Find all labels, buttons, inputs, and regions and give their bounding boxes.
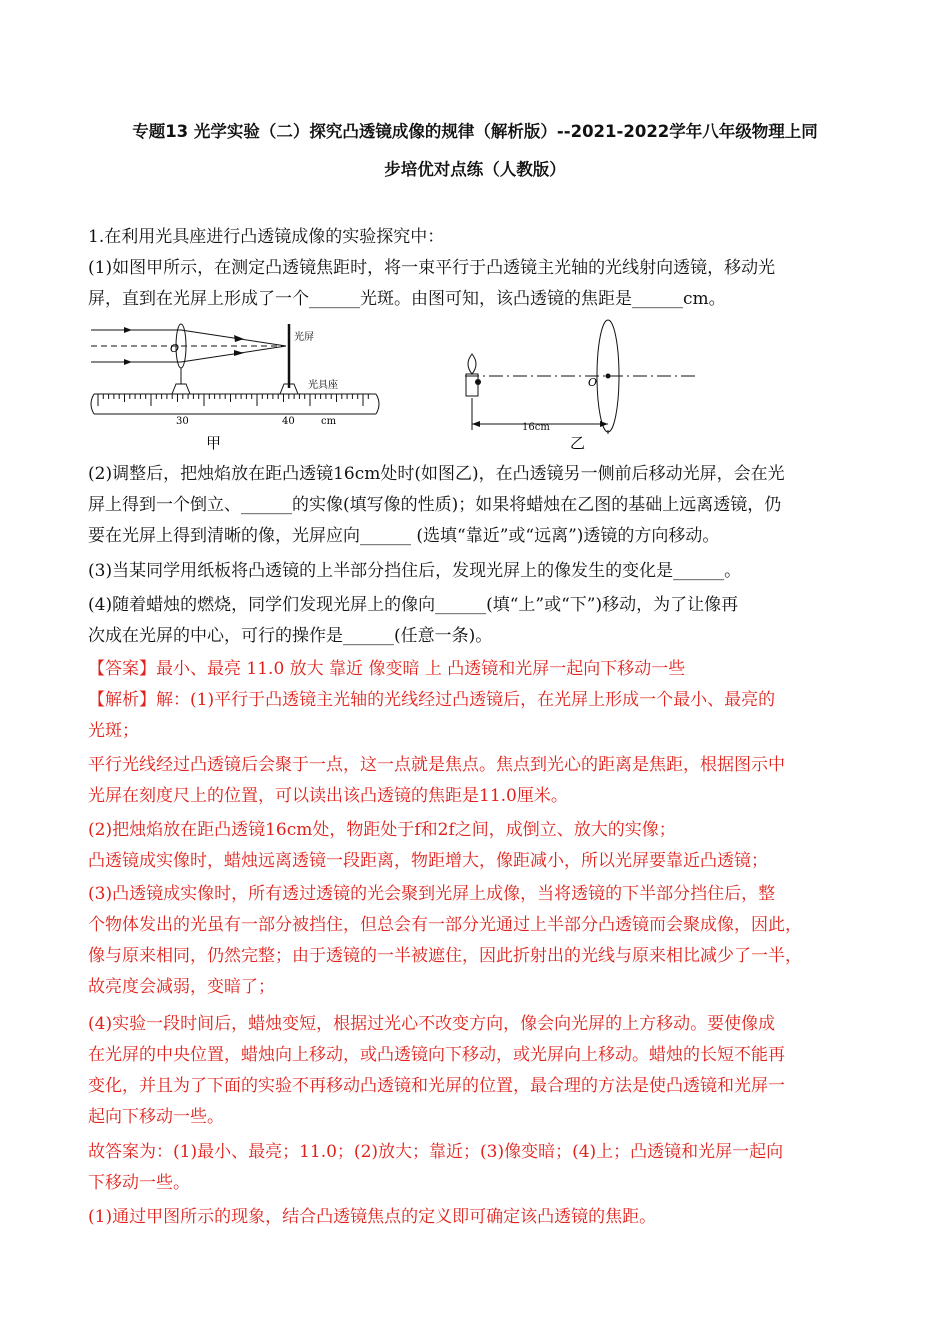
question-line: 次成在光屏的中心，可行的操作是______(任意一条)。: [88, 626, 493, 646]
answer-line: 起向下移动一些。: [88, 1107, 224, 1127]
figure-caption-jia: 甲: [206, 434, 222, 452]
answer-line: 故答案为：(1)最小、最亮；11.0；(2)放大；靠近；(3)像变暗；(4)上；凸透镜和光屏一起向: [88, 1142, 784, 1162]
question-line: (3)当某同学用纸板将凸透镜的上半部分挡住后，发现光屏上的像发生的变化是______。: [88, 561, 742, 581]
answer-line: 【解析】解：(1)平行于凸透镜主光轴的光线经过凸透镜后，在光屏上形成一个最小、最亮的: [88, 690, 776, 710]
answer-line: (4)实验一段时间后，蜡烛变短，根据过光心不改变方向，像会向光屏的上方移动。要使像成: [88, 1014, 776, 1034]
bench-label: 光具座: [308, 380, 338, 391]
answer-line: 【答案】最小、最亮 11.0 放大 靠近 像变暗 上 凸透镜和光屏一起向下移动一些: [88, 659, 686, 679]
answer-line: 光斑；: [88, 721, 139, 741]
question-line: (2)调整后，把烛焰放在距凸透镜16cm处时(如图乙)，在凸透镜另一侧前后移动光屏，会在光: [88, 464, 785, 484]
answer-line: 凸透镜成实像时，蜡烛远离透镜一段距离，物距增大，像距减小，所以光屏要靠近凸透镜；: [88, 851, 768, 871]
lens-center-label: O: [588, 376, 598, 389]
tick-label-40: 40: [282, 416, 295, 427]
question-line: (4)随着蜡烛的燃烧，同学们发现光屏上的像向______(填“上”或“下”)移动，为了让像再: [88, 595, 739, 615]
distance-label: 16cm: [522, 422, 550, 433]
answer-line: 故亮度会减弱，变暗了；: [88, 977, 275, 997]
doc-title-line1: 专题13 光学实验（二）探究凸透镜成像的规律（解析版）--2021-2022学年八年级物理上同: [132, 122, 818, 141]
question-line: 1.在利用光具座进行凸透镜成像的实验探究中：: [88, 227, 445, 247]
answer-final-line: (1)通过甲图所示的现象，结合凸透镜焦点的定义即可确定该凸透镜的焦距。: [88, 1207, 657, 1227]
question-line: (1)如图甲所示，在测定凸透镜焦距时，将一束平行于凸透镜主光轴的光线射向透镜，移动光: [88, 258, 776, 278]
answer-line: 下移动一些。: [88, 1173, 190, 1193]
lens-center-label: O: [170, 342, 180, 355]
figure-jia: [86, 318, 386, 456]
doc-title-line2: 步培优对点练（人教版）: [384, 160, 566, 179]
answer-line: 光屏在刻度尺上的位置，可以读出该凸透镜的焦距是11.0厘米。: [88, 786, 568, 806]
figure-caption-yi: 乙: [570, 434, 586, 452]
answer-line: 变化，并且为了下面的实验不再移动凸透镜和光屏的位置，最合理的方法是使凸透镜和光屏一: [88, 1076, 785, 1096]
answer-line: 在光屏的中央位置，蜡烛向上移动，或凸透镜向下移动，或光屏向上移动。蜡烛的长短不能再: [88, 1045, 785, 1065]
question-line: 屏上得到一个倒立、______的实像(填写像的性质)；如果将蜡烛在乙图的基础上远离透镜，仍: [88, 495, 782, 515]
question-line: 屏，直到在光屏上形成了一个______光斑。由图可知，该凸透镜的焦距是______cm。: [88, 289, 726, 309]
answer-line: (3)凸透镜成实像时，所有透过透镜的光会聚到光屏上成像，当将透镜的下半部分挡住后，整: [88, 884, 776, 904]
figure-yi: [450, 318, 710, 458]
answer-line: (2)把烛焰放在距凸透镜16cm处，物距处于f和2f之间，成倒立、放大的实像；: [88, 820, 676, 840]
answer-line: 个物体发出的光虽有一部分被挡住，但总会有一部分光通过上半部分凸透镜而会聚成像，因此，: [88, 915, 802, 935]
screen-label: 光屏: [294, 332, 314, 343]
tick-label-30: 30: [176, 416, 189, 427]
question-line: 要在光屏上得到清晰的像，光屏应向______ (选填“靠近”或“远离”)透镜的方向移动。: [88, 526, 720, 546]
answer-line: 像与原来相同，仍然完整；由于透镜的一半被遮住，因此折射出的光线与原来相比减少了一半，: [88, 946, 802, 966]
unit-label: cm: [321, 416, 337, 427]
answer-line: 平行光线经过凸透镜后会聚于一点，这一点就是焦点。焦点到光心的距离是焦距，根据图示中: [88, 755, 785, 775]
